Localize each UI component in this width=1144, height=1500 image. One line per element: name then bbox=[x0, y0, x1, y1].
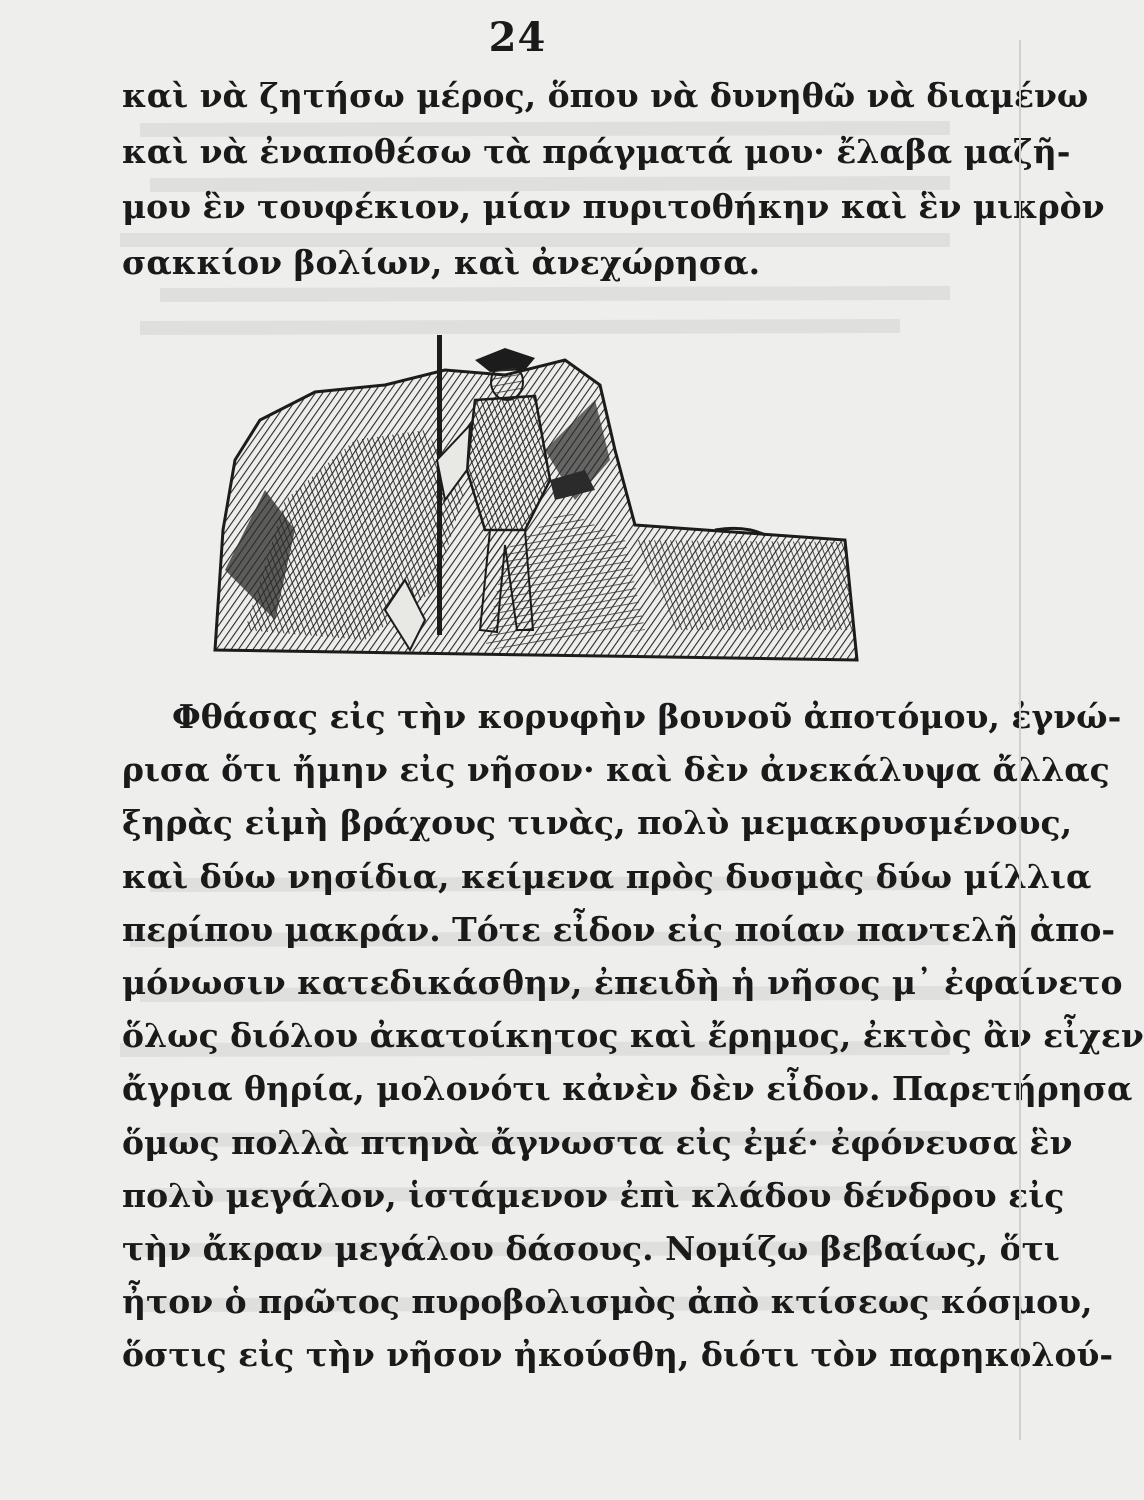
page-edge-shadow bbox=[1013, 40, 1027, 1440]
text-line: ἄγρια θηρία, μολονότι κἀνὲν δὲν εἶδον. Παρετήρησα bbox=[122, 1069, 1133, 1109]
text-line: ξηρὰς εἰμὴ βράχους τινὰς, πολὺ μεμακρυσμένους, bbox=[122, 803, 1073, 843]
text-line: σακκίον βολίων, καὶ ἀνεχώρησα. bbox=[122, 242, 761, 282]
woodcut-engraving-icon bbox=[205, 330, 860, 660]
text-line: καὶ νὰ ἐναποθέσω τὰ πράγματά μου· ἔλαβα μαζῆ- bbox=[122, 131, 1071, 171]
text-line: τὴν ἄκραν μεγάλου δάσους. Νομίζω βεβαίως, ὅτι bbox=[122, 1229, 1060, 1269]
text-line: ὅμως πολλὰ πτηνὰ ἄγνωστα εἰς ἐμέ· ἐφόνευσα ἓν bbox=[122, 1122, 1073, 1162]
text-line: μόνωσιν κατεδικάσθην, ἐπειδὴ ἡ νῆσος μ᾽ ἐφαίνετο bbox=[122, 963, 1123, 1003]
text-line: ἦτον ὁ πρῶτος πυροβολισμὸς ἀπὸ κτίσεως κόσμου, bbox=[122, 1282, 1093, 1322]
text-line: Φθάσας εἰς τὴν κορυφὴν βουνοῦ ἀποτόμου, ἐγνώ- bbox=[172, 697, 1122, 736]
top-paragraph bbox=[122, 68, 1105, 290]
text-line: καὶ νὰ ζητήσω μέρος, ὅπου νὰ δυνηθῶ νὰ διαμένω bbox=[122, 76, 1089, 115]
text-line: μου ἓν τουφέκιον, μίαν πυριτοθήκην καὶ ἓν μικρὸν bbox=[122, 187, 1105, 226]
main-paragraph bbox=[122, 690, 1144, 1382]
page-number: 24 bbox=[488, 14, 547, 61]
text-line: ρισα ὅτι ἤμην εἰς νῆσον· καὶ δὲν ἀνεκάλυψα ἄλλας bbox=[122, 750, 1110, 790]
text-line: πολὺ μεγάλον, ἱστάμενον ἐπὶ κλάδου δένδρου εἰς bbox=[122, 1175, 1065, 1215]
text-line: ὅλως διόλου ἀκατοίκητος καὶ ἔρημος, ἐκτὸς ἂν εἶχεν bbox=[122, 1016, 1144, 1056]
text-line: καὶ δύω νησίδια, κείμενα πρὸς δυσμὰς δύω μίλλια bbox=[122, 856, 1092, 896]
text-line: ὅστις εἰς τὴν νῆσον ἠκούσθη, διότι τὸν παρηκολού- bbox=[122, 1335, 1114, 1375]
text-line: περίπου μακράν. Τότε εἶδον εἰς ποίαν παντελῆ ἀπο- bbox=[122, 909, 1116, 949]
